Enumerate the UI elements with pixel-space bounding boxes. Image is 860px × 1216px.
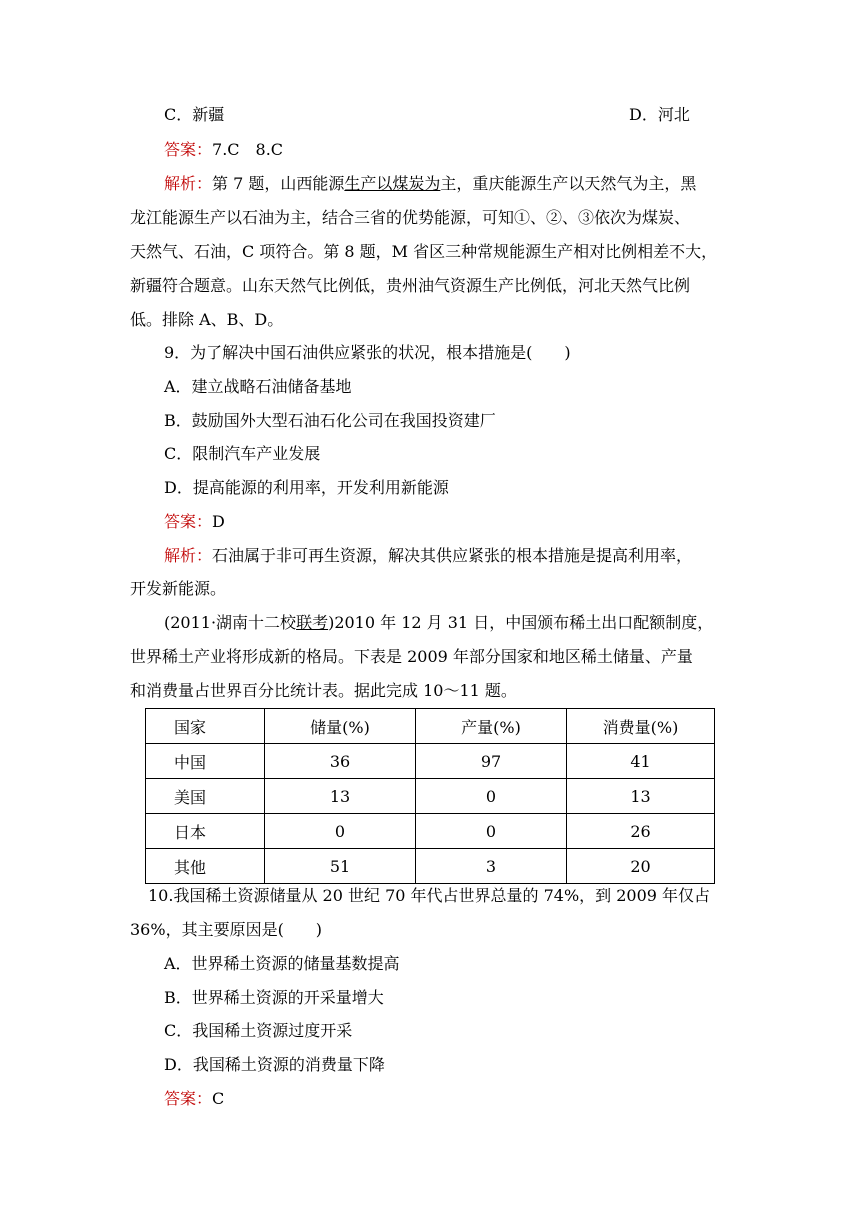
q8-option-d: D．河北 bbox=[629, 105, 690, 124]
answer-text: C bbox=[212, 1089, 225, 1108]
table-cell: 20 bbox=[567, 849, 715, 884]
table-cell: 0 bbox=[416, 779, 567, 814]
table-cell: 36 bbox=[265, 744, 416, 779]
q10-option-d: D．我国稀土资源的消费量下降 bbox=[164, 1055, 385, 1074]
q9-option-b: B．鼓励国外大型石油石化公司在我国投资建厂 bbox=[164, 411, 496, 430]
q10-stem-line-1: 10.我国稀土资源储量从 20 世纪 70 年代占世界总量的 74%，到 2009 年仅占 bbox=[148, 886, 711, 905]
table-header-cell: 储量(%) bbox=[265, 709, 416, 744]
analysis-7-8-line-3: 天然气、石油，C 项符合。第 8 题，M 省区三种常规能源生产相对比例相差不大， bbox=[130, 242, 718, 261]
table-cell: 0 bbox=[416, 814, 567, 849]
table-header-cell: 国家 bbox=[146, 709, 265, 744]
analysis-9-line-2: 开发新能源。 bbox=[130, 579, 227, 598]
analysis-text: 石油属于非可再生资源，解决其供应紧张的根本措施是提高利用率， bbox=[212, 546, 693, 565]
analysis-7-8-line-5: 低。排除 A、B、D。 bbox=[130, 310, 284, 329]
q10-option-a: A．世界稀土资源的储量基数提高 bbox=[164, 954, 400, 973]
answer-10 bbox=[164, 1088, 764, 1110]
table-cell: 51 bbox=[265, 849, 416, 884]
answer-label: 答案： bbox=[164, 140, 213, 159]
analysis-label: 解析： bbox=[164, 546, 213, 565]
q9-option-d: D．提高能源的利用率，开发利用新能源 bbox=[164, 478, 449, 497]
intro-underlined-text: 联考 bbox=[296, 613, 329, 632]
intro-text: (2011·湖南十二校 bbox=[164, 613, 297, 632]
answer-label: 答案： bbox=[164, 512, 213, 531]
table-row bbox=[146, 849, 715, 884]
answer-9 bbox=[164, 511, 764, 533]
answer-label: 答案： bbox=[164, 1089, 213, 1108]
intro-text: )2010 年 12 月 31 日，中国颁布稀土出口配额制度， bbox=[328, 613, 714, 632]
answer-text: D bbox=[212, 512, 225, 531]
analysis-7-8-line-2: 龙江能源生产以石油为主，结合三省的优势能源，可知①、②、③依次为煤炭、 bbox=[130, 208, 691, 227]
table-cell: 其他 bbox=[146, 849, 265, 884]
table-header-row bbox=[146, 709, 715, 744]
table-cell: 中国 bbox=[146, 744, 265, 779]
analysis-9-line-1 bbox=[164, 545, 764, 567]
q9-option-c: C．限制汽车产业发展 bbox=[164, 444, 321, 463]
table-cell: 日本 bbox=[146, 814, 265, 849]
intro-line-3: 和消费量占世界百分比统计表。据此完成 10～11 题。 bbox=[130, 681, 517, 700]
q10-option-b: B．世界稀土资源的开采量增大 bbox=[164, 988, 384, 1007]
answer-7-8 bbox=[164, 139, 764, 161]
analysis-label: 解析： bbox=[164, 174, 213, 193]
q8-options-row bbox=[164, 104, 764, 126]
answer-text: 7.C 8.C bbox=[212, 140, 284, 159]
rare-earth-table bbox=[145, 708, 715, 884]
table-cell: 97 bbox=[416, 744, 567, 779]
analysis-7-8-line-4: 新疆符合题意。山东天然气比例低，贵州油气资源生产比例低，河北天然气比例 bbox=[130, 276, 691, 295]
analysis-text: 主，重庆能源生产以天然气为主，黑 bbox=[440, 174, 697, 193]
table-cell: 13 bbox=[567, 779, 715, 814]
table-row bbox=[146, 814, 715, 849]
intro-line-1 bbox=[164, 612, 764, 634]
table-cell: 美国 bbox=[146, 779, 265, 814]
q9-stem: 9．为了解决中国石油供应紧张的状况，根本措施是( ) bbox=[164, 343, 571, 362]
analysis-text: 第 7 题，山西能源 bbox=[212, 174, 345, 193]
intro-line-2: 世界稀土产业将形成新的格局。下表是 2009 年部分国家和地区稀土储量、产量 bbox=[130, 647, 693, 666]
table-cell: 41 bbox=[567, 744, 715, 779]
analysis-underlined-text: 生产以煤炭为 bbox=[344, 174, 441, 193]
table-header-cell: 消费量(%) bbox=[567, 709, 715, 744]
analysis-7-8-line-1 bbox=[164, 173, 764, 195]
table-cell: 26 bbox=[567, 814, 715, 849]
q10-stem-line-2: 36%，其主要原因是( ) bbox=[130, 920, 323, 939]
table-row bbox=[146, 744, 715, 779]
q10-option-c: C．我国稀土资源过度开采 bbox=[164, 1021, 353, 1040]
q8-option-c: C．新疆 bbox=[164, 105, 225, 124]
table-cell: 13 bbox=[265, 779, 416, 814]
table-row bbox=[146, 779, 715, 814]
table-cell: 0 bbox=[265, 814, 416, 849]
table-cell: 3 bbox=[416, 849, 567, 884]
table-header-cell: 产量(%) bbox=[416, 709, 567, 744]
q9-option-a: A．建立战略石油储备基地 bbox=[164, 377, 352, 396]
